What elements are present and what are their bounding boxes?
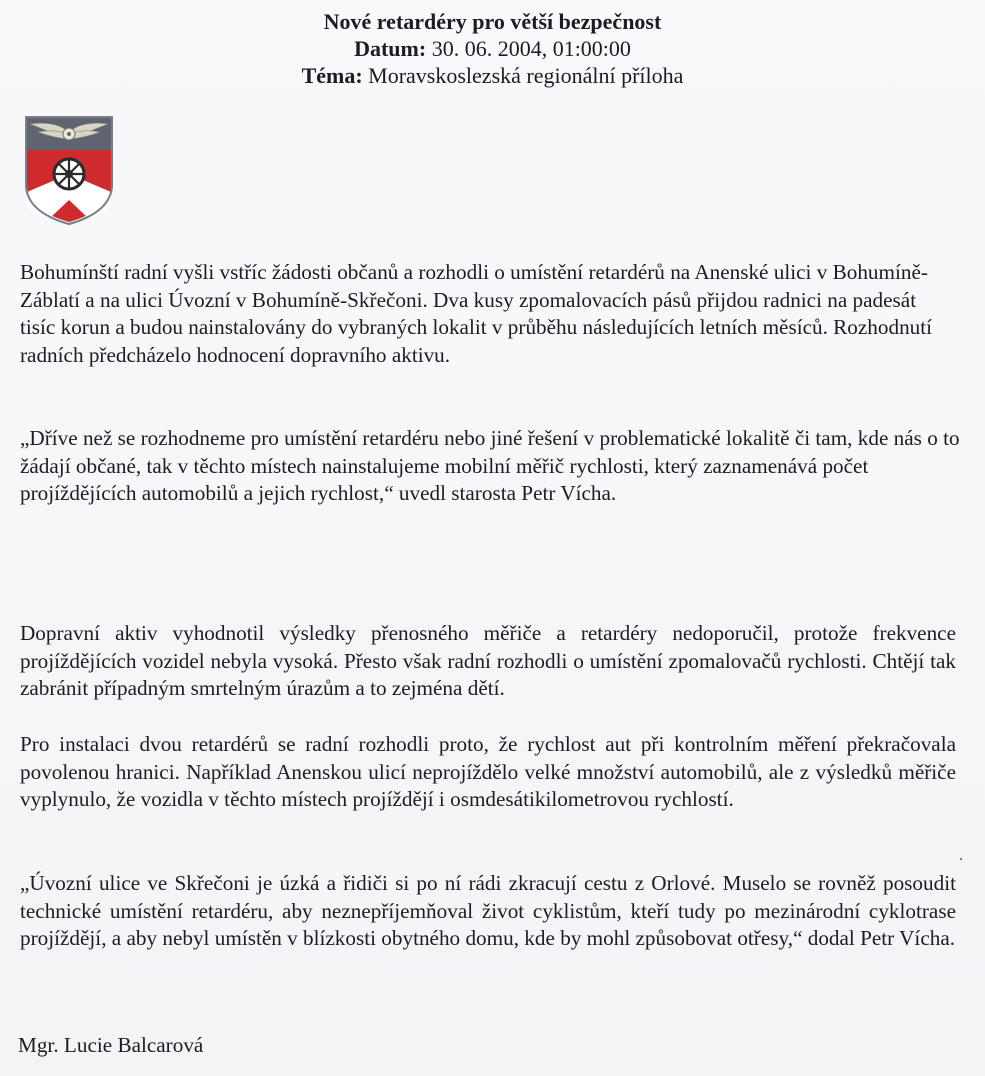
author-signature: Mgr. Lucie Balcarová bbox=[18, 1033, 204, 1057]
scan-speck bbox=[960, 858, 962, 860]
article-header bbox=[0, 8, 985, 89]
article-paragraph-5: „Úvozní ulice ve Skřečoni je úzká a řidiči si po ní rádi zkracují cestu z Orlové. Muselo se rovněž posoudit technické umístění retardéru, aby neznepříjemňoval život cyklistům, kteří tudy po mezinárodní cyklotrase projíždějí, a aby nebyl umístěn v blízkosti obytného domu, kde by mohl způsobovat otřesy,“ dodal Petr Vícha. bbox=[20, 871, 956, 951]
article-title: Nové retardéry pro větší bezpečnost bbox=[323, 9, 662, 34]
date-value: 30. 06. 2004, 01:00:00 bbox=[426, 36, 631, 61]
date-line bbox=[0, 35, 985, 62]
article-paragraph-1: Bohumínští radní vyšli vstříc žádosti občanů a rozhodli o umístění retardérů na Anenské ulici v Bohumíně-Záblatí a na ulici Úvozní v Bohumíně-Skřečoni. Dva kusy zpomalovacích pásů přijdou radnici na padesát tisíc korun a budou nainstalovány do vybraných lokalit v průběhu následujících letních měsíců. Rozhodnutí radních předcházelo hodnocení dopravního aktivu. bbox=[20, 260, 933, 367]
article-paragraph-2: „Dříve než se rozhodneme pro umístění retardéru nebo jiné řešení v problematické lokalitě či tam, kde nás o to žádají občané, tak v těchto místech nainstalujeme mobilní měřič rychlosti, který zaznamenává počet projíždějících automobilů a jejich rychlost,“ uvedl starosta Petr Vícha. bbox=[20, 426, 960, 506]
topic-line bbox=[0, 62, 985, 89]
coat-of-arms-icon bbox=[24, 114, 114, 226]
article-paragraph-4: Pro instalaci dvou retardérů se radní rozhodli proto, že rychlost aut při kontrolním měření překračovala povolenou hranici. Například Anenskou ulicí neprojíždělo velké množství automobilů, ale z výsledků měřiče vyplynulo, že vozidla v těchto místech projíždějí i osmdesátikilometrovou rychlostí. bbox=[20, 732, 956, 812]
date-label: Datum: bbox=[354, 36, 427, 61]
topic-value: Moravskoslezská regionální příloha bbox=[362, 63, 684, 88]
article-paragraph-3: Dopravní aktiv vyhodnotil výsledky přenosného měřiče a retardéry nedoporučil, protože frekvence projíždějících vozidel nebyla vysoká. Přesto však radní rozhodli o umístění zpomalovačů rychlosti. Chtějí tak zabránit případným smrtelným úrazům a to zejména dětí. bbox=[20, 621, 956, 701]
topic-label: Téma: bbox=[301, 63, 363, 88]
